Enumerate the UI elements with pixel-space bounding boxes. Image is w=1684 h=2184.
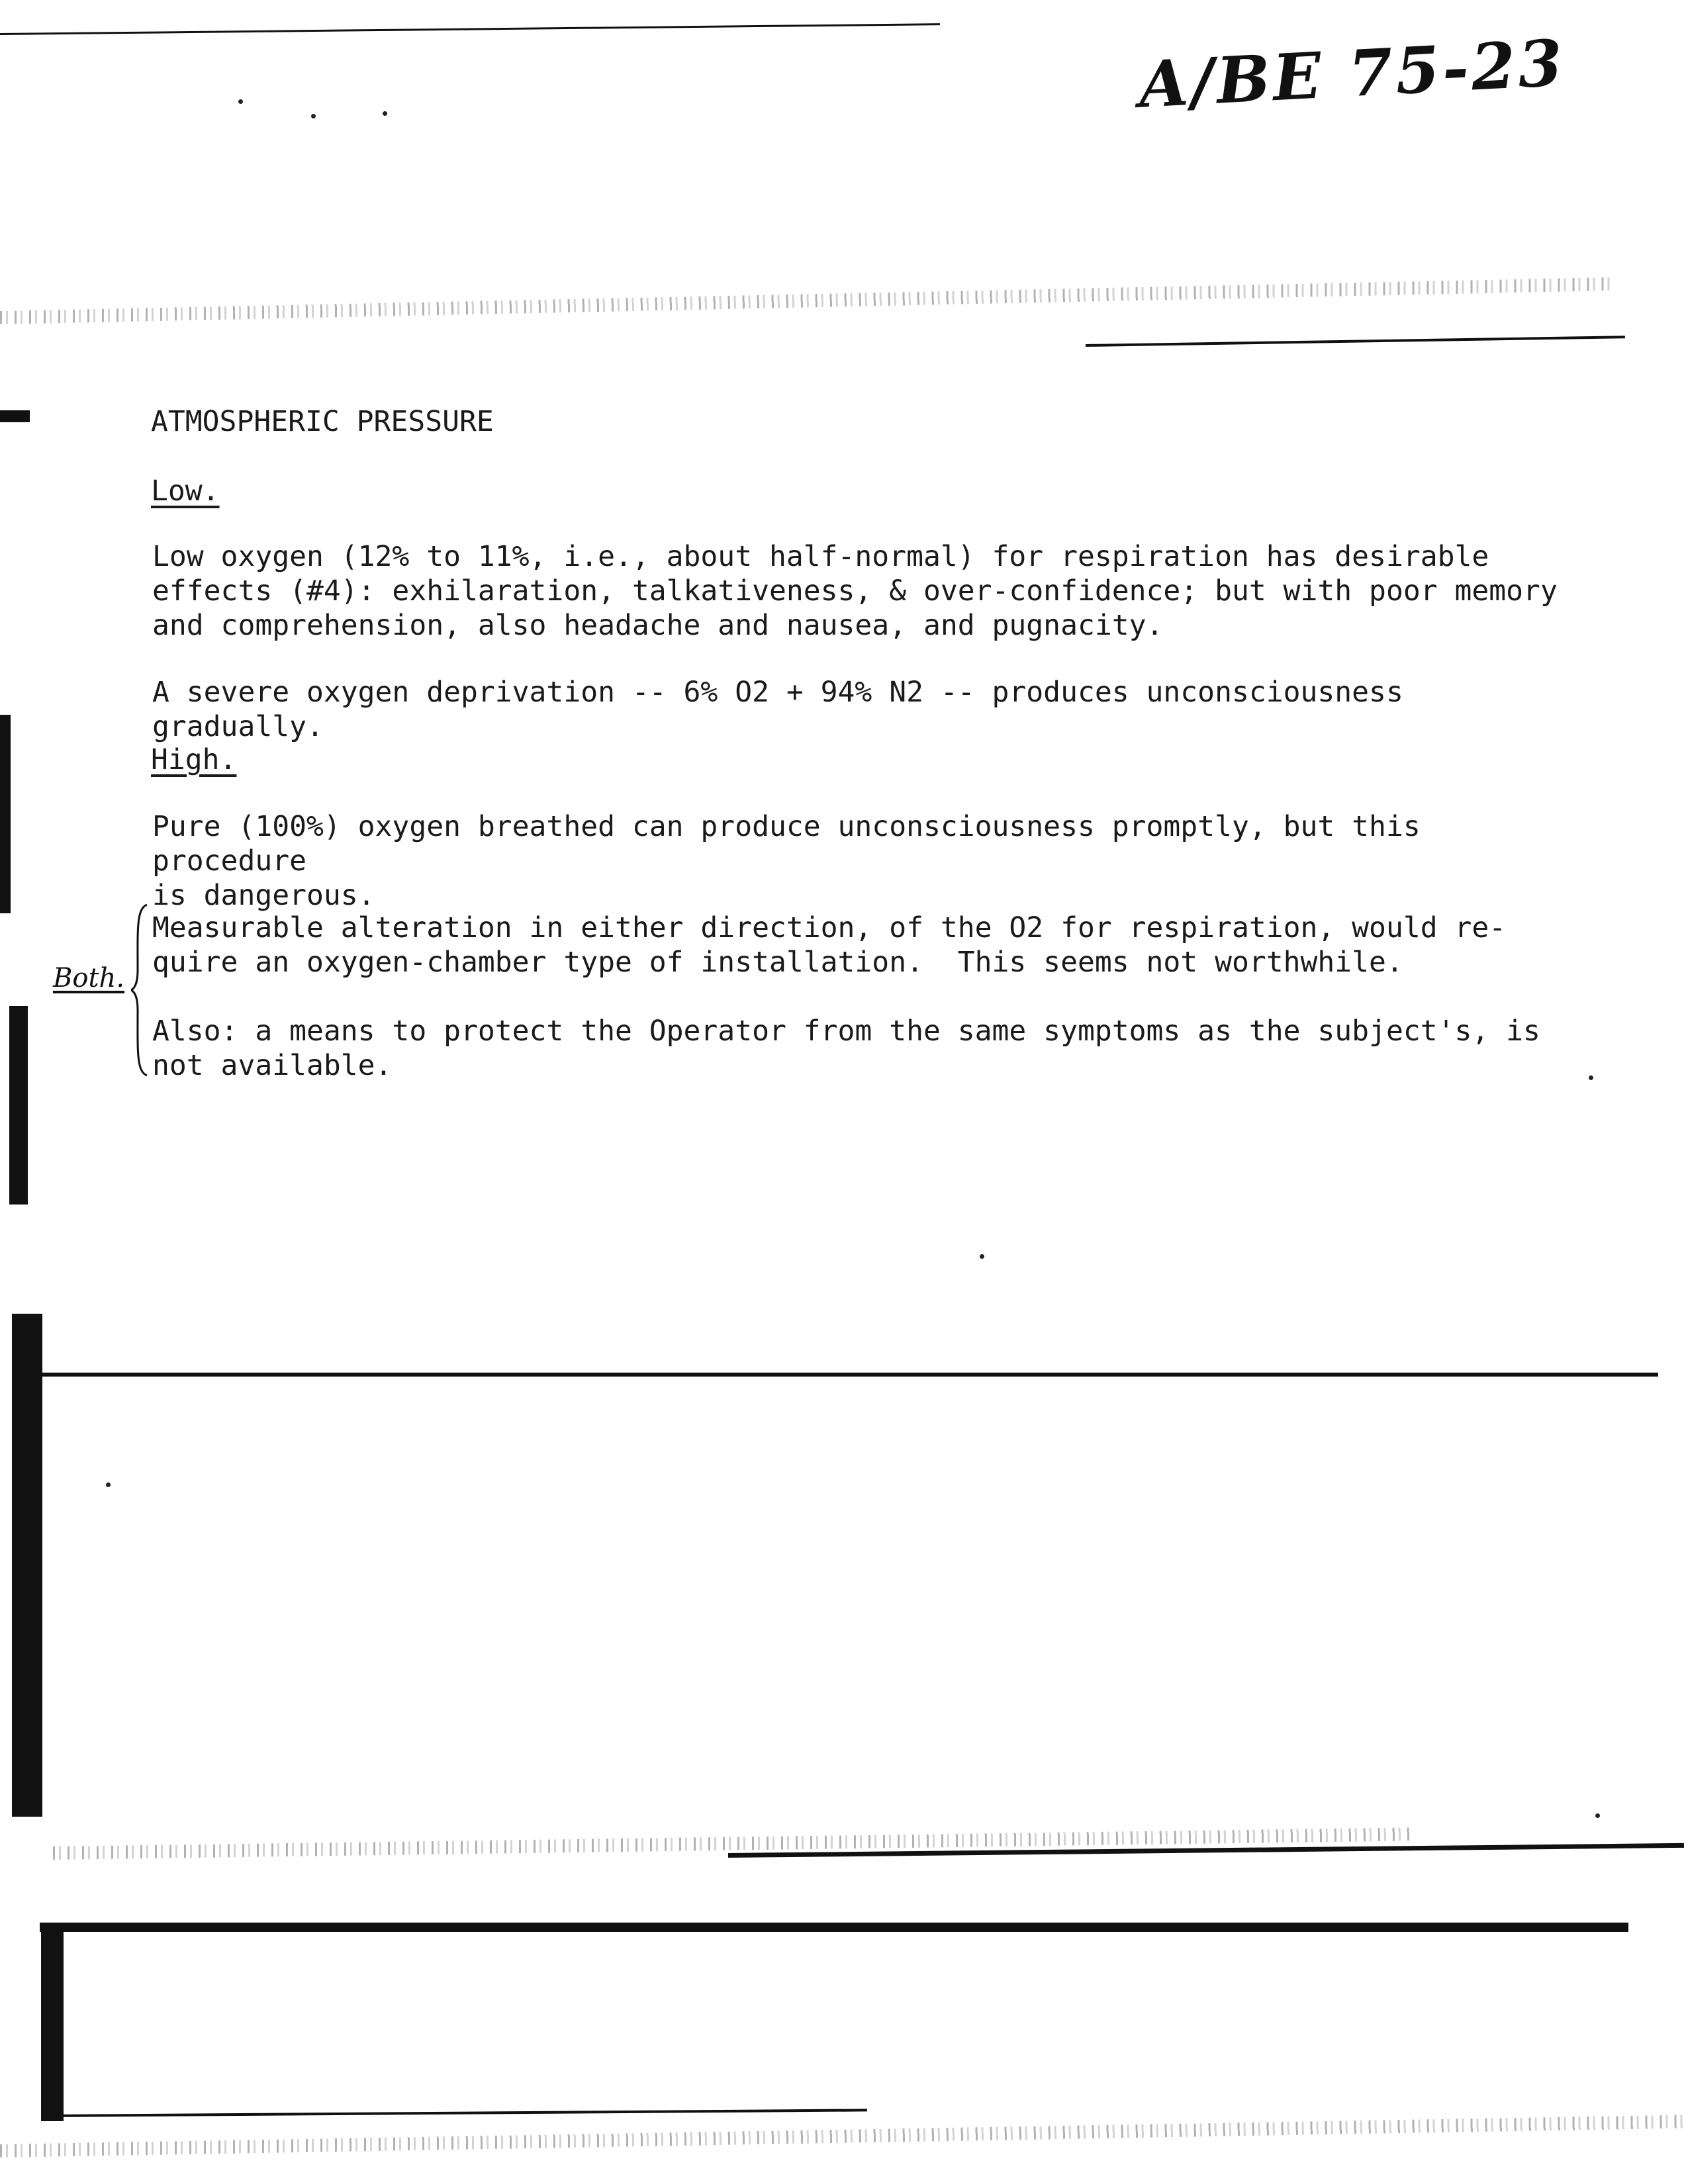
scan-smudge	[0, 277, 1615, 324]
middle-divider-line	[26, 1373, 1658, 1377]
document-id-annotation: A/BE 75-23	[1137, 25, 1567, 122]
scan-speck	[106, 1482, 111, 1487]
scan-speck	[311, 114, 316, 118]
bottom-box-top	[40, 1923, 1628, 1932]
header-divider-line	[1086, 336, 1625, 347]
handwritten-note-both: Both.	[53, 963, 125, 993]
bottom-box-left	[41, 1923, 64, 2121]
scan-speck	[1595, 1813, 1600, 1818]
paragraph-severe-deprivation: A severe oxygen deprivation -- 6% O2 + 94% N2 -- produces unconsciousness gradually.	[152, 676, 1421, 743]
left-margin-bar	[9, 1006, 28, 1205]
scan-speck	[238, 99, 243, 104]
section-heading-low: Low.	[151, 475, 220, 508]
paragraph-measurable-alteration: Measurable alteration in either direction, of the O2 for respiration, would re- quire an oxygen-chamber type of installation. This seems not worthwhile.	[152, 911, 1507, 979]
paragraph-operator-protection: Also: a means to protect the Operator from the same symptoms as the subject's, is not available.	[152, 1015, 1540, 1082]
scan-speck	[383, 111, 387, 116]
left-box-bar	[12, 1314, 42, 1817]
curly-brace-icon	[131, 903, 148, 1077]
top-edge-line	[0, 23, 940, 35]
page-title: ATMOSPHERIC PRESSURE	[151, 405, 494, 438]
left-margin-bar	[0, 715, 11, 913]
paragraph-pure-oxygen: Pure (100%) oxygen breathed can produce unconsciousness promptly, but this procedure is dangerous.	[152, 810, 1421, 912]
section-heading-high: High.	[151, 743, 237, 776]
bottom-box-bottom	[53, 2109, 867, 2117]
scan-smudge	[0, 2115, 1684, 2158]
scan-speck	[980, 1254, 984, 1259]
paragraph-low-oxygen-effects: Low oxygen (12% to 11%, i.e., about half-normal) for respiration has desirable effects (#4): exhilaration, talkativeness, & over-confidence; but with poor memory and comprehension, also headache and nausea, and pugnacity.	[152, 540, 1558, 642]
left-margin-mark	[0, 410, 30, 422]
scan-speck	[1589, 1075, 1593, 1080]
